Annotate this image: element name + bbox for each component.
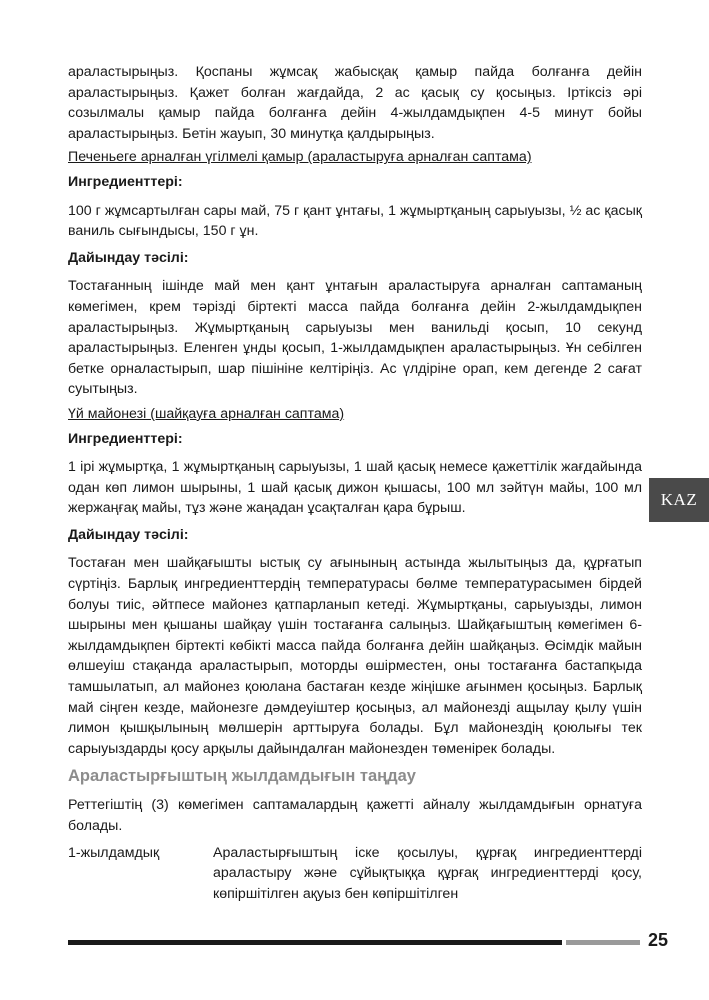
method-text: Тостағанның ішінде май мен қант ұнтағын араластыруға арналған саптаманың көмегімен, крем тәрізді біртекті масса пайда болғанға дейін 2-жылдамдықпен араластырыңыз. Жұмыртқаның сарыуызы мен ванильді қосып, 10 секунд араластырыңыз. Еленген ұнды қосып, 1-жылдамдықпен араластырыңыз. Ұн себілген бетке орналастырып, шар пішініне келтіріңіз. Ас үлдіріне орап, кем дегенде 2 сағат суытыңыз. — [68, 278, 642, 398]
method-heading: Дайындау тәсілі: — [68, 526, 189, 543]
method-heading: Дайындау тәсілі: — [68, 249, 189, 266]
ingredients-heading: Ингредиенттері: — [68, 173, 183, 190]
intro-paragraph: араластырыңыз. Қоспаны жұмсақ жабысқақ қамыр пайда болғанға дейін араластырыңыз. Қажет болған жағдайда, 2 ас қасық су қосыңыз. Іртіксіз әрі созылмалы қамыр пайда болғанға дейін 4-жылдамдықпен 4-5 минут бойы араластырыңыз. Бетін жауып, 30 минутқа қалдырыңыз. — [68, 64, 642, 142]
footer-rule-dark — [68, 940, 562, 945]
section-text: Реттегіштің (3) көмегімен саптамалардың қажетті айналу жылдамдығын орнатуға болады. — [68, 797, 642, 834]
section-title: Араластырғыштың жылдамдығын таңдау — [68, 767, 416, 786]
page-number: 25 — [648, 930, 669, 950]
ingredients-text: 1 ірі жұмыртқа, 1 жұмыртқаның сарыуызы, 1 шай қасық немесе қажеттілік жағдайында одан көп лимон шырыны, 1 шай қасық дижон қышасы, 100 мл зәйтүн майы, 100 мл жержаңғақ майы, тұз және жаңадан ұсақталған қара бұрыш. — [68, 459, 642, 517]
language-tab: KAZ — [649, 478, 709, 522]
method-text: Тостаған мен шайқағышты ыстық су ағынының астында жылытыңыз да, құрғатып сүртіңіз. Барлық ингредиенттердің температурасы бөлме температурасымен бірдей болуы тиіс, әйтпесе майонез қатпарланып кетеді. Жұмыртқаны, сарыуызды, лимон шырыны мен қышаны шайқау үшін тостағанға салыңыз. Шайқағыштың көмегімен 6-жылдамдықпен біртекті көбікті масса пайда болғанға дейін шайқаңыз. Өсімдік майын өлшеуіш стақанда араластырып, моторды өшірместен, оны тостағанға бастапқыда тамшылатып, ал майонез қоюлана бастаған кезде жіңішке ағынмен қосыңыз. Барлық май сіңген кезде, майонезге дәмдеуіштер қосыңыз, ал майонезді ащылау қылу үшін лимон қышқылының мөлшерін арттыруға болады. Бұл майонездің қоюлығы тек сарыуыздарды қосу арқылы дайындалған майонезден төменірек болады. — [68, 555, 642, 757]
footer-rule-grey — [566, 940, 640, 945]
recipe-title-mayonnaise: Үй майонезі (шайқауға арналған саптама) — [68, 405, 345, 422]
ingredients-heading: Ингредиенттері: — [68, 430, 183, 447]
recipe-title-shortcrust: Печеньеге арналған үгілмелі қамыр (араластыруға арналған саптама) — [68, 149, 532, 166]
page-content — [68, 62, 642, 904]
speed-row — [68, 843, 642, 905]
ingredients-text: 100 г жұмсартылған сары май, 75 г қант ұнтағы, 1 жұмыртқаның сарыуызы, ½ ас қасық ваниль сығындысы, 150 г ұн. — [68, 202, 642, 240]
speed-description: Араластырғыштың іске қосылуы, құрғақ ингредиенттерді араластыру және сұйықтыққа құрғақ ингредиенттерді қосу, көпіршітілген ақуыз бен көпіршітілген — [213, 844, 642, 902]
speed-label: 1-жылдамдық — [68, 844, 160, 861]
